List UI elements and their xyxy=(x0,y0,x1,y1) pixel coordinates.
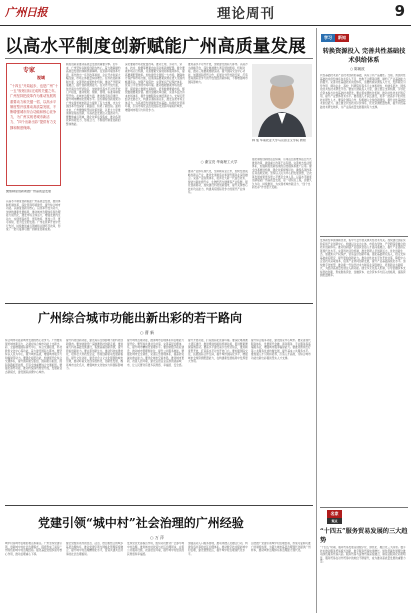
bottom-col-5: 总结推广党建引领城中村治理经验，形成可复制可推广的制度成果，为超大城市基层治理现代化提供广州样本，推动城市治理体系和治理能力现代化。 xyxy=(251,542,311,552)
middle-col-4: 提升开放功能，打造国际化营商环境。要深化粤港澳大湾区建设，推进规则衔接和机制对接，促进要素便捷高效流动。要高水平建设南沙自贸试验区，推进制度型开放，打造高水平对外开放门户。要加强国际交往，拓展国际合作空间，提升城市国际化水平，增强城市全球资源配置能力，在构建新发展格局中发挥更大作用。 xyxy=(188,339,248,363)
lead-col-3: 深化要素市场化配置改革，推动土地、劳动力、资本、技术、数据等要素自由流动和高效配置。健全要素市场运行机制，完善要素交易规则和服务体系，提高要素配置效率。加快建设全国统一大市场，破除地方保护和市场分割，促进商品要素资源在更大范围内畅通流动。加强产权保护，完善知识产权保护体系，营造公平竞争的市场环境。推动数据要素市场化配置，探索建立数据交易制度，培育数据要素市场，释放数据要素价值。推进金融改革创新，完善多层次资本市场体系，提升金融服务实体经济能力。支持民营经济发展壮大，构建亲清政商关系，激发各类市场主体活力，为高质量发展提供坚实基础。持续优化营商环境，打造市场化法治化国际化营商环境标杆城市，增强城市吸引力和竞争力。 xyxy=(125,63,185,112)
lead-author-line: ○ 谢宝亮 华南理工大学 xyxy=(200,160,238,164)
author-portrait-image xyxy=(252,64,312,137)
side-bottom-headline: “十四五”服务贸易发展的三大趋势 xyxy=(320,528,408,544)
masthead xyxy=(0,0,411,26)
middle-col-5: 提升综合服务功能，建设国家中心城市。要完善现代服务体系，发展现代金融、商务服务、专业服务等高端服务业，增强城市服务辐射能力。要推进教育医疗等公共服务优质均衡发展，提升基本公共服务水平。要加强人才引进和培养，打造人才高地，为综合城市功能出新出彩提供坚实人才支撑。 xyxy=(251,339,311,360)
side-top-body: 共性基础技术是产业技术创新的基础，具有公共产品属性。当前，我国共性基础技术供给体系存在投入不足、结构不合理等问题，制约了产业基础能力的提升。完善共性基础技术供给体系，需要转换资源投入方式，发挥政府引导作用，调动企业、高校、科研院所等多元主体积极性，构建多层次、网络化的共性技术研发平台。要加大财政投入力度，建立稳定支持机制，引导社会资本参与共性基础技术研发。要完善成果转化机制，推动共性技术扩散应用，提升产业整体技术水平。要加强人才队伍建设，培养一批高水平的共性技术研发人才。要深化国际合作，积极融入全球创新网络，提升共性基础技术供给能力。建立健全共性技术评价体系，优化资源配置结构，提升共性基础技术研发效率，为产业高质量发展提供有力支撑。 xyxy=(320,74,406,109)
bottom-col-3: 发挥党员先锋模范作用，组织动员群众广泛参与城中村治理。推进城中村改造与社区治理同步，完善公共服务设施，改善居住环境，提升城中村居民的获得感和幸福感。 xyxy=(127,542,185,556)
lead-headline: 以高水平制度创新赋能广州高质量发展 xyxy=(5,37,306,57)
side-divider xyxy=(316,28,317,613)
side-top-headline: 转换资源投入 完善共性基础技术供给体系 xyxy=(322,48,406,64)
expert-subtag: 视域 xyxy=(37,75,45,80)
expert-text: “十四五”开局起步，也是广州“十一五”规划目标完成的关键之年。广州坚持把改革作为推动发展的重要动力和关键一招，以高水平制度型开放推动高质量发展，不断增强城市综合功能和核心竞争力，为广州实现老城市新活力、“四个出新出彩”提供有力支撑和制度保障。 xyxy=(10,84,58,130)
middle-col-1: 综合城市功能是城市发展的核心竞争力。广州要实现老城市新活力，必须在综合城市功能上出新出彩，全面增强国际商贸中心、综合交通枢纽、科技教育文化中心等功能，着力建设国际大都市。要坚持以人民为中心，提升城市品质，增强城市吸引力和辐射带动力。要强化枢纽功能，构建现代化综合交通体系，提升国际航空枢纽、国际航运枢纽、国际铁路枢纽能级，打造全球重要综合交通枢纽。要强化商贸功能，推动传统商贸转型升级，发展新业态新模式，建设国际消费中心城市。 xyxy=(5,339,63,374)
lead-col-4: 推进高水平对外开放，加快建设国际大都市。以南沙为战略平台，深化粤港澳大湾区规则衔接、机制对接，推动三地要素便捷流动。提升国际交往中心功能，加强国际经贸合作，拓展对外开放新空间，打造更具国际竞争力的开放型经济新体制，不断增强城市国际影响力。 xyxy=(188,63,248,84)
bottom-byline: ○ 万 萍 xyxy=(150,535,165,540)
side-top-rule xyxy=(320,236,408,237)
author-photo xyxy=(252,64,312,137)
middle-byline: ○ 曹 新 xyxy=(140,330,155,335)
study-tag: 学习 xyxy=(321,34,335,42)
expert-view-tag2: 观点 xyxy=(327,518,342,524)
lead-col-2: 制度创新是推动高质量发展的重要引擎。近年来，广州坚持以制度创新为核心，着力破除制约高质量发展的体制机制障碍。在营商环境改革方面，率先推出一系列改革举措，企业开办时间大幅压缩，市场主体数量持续增长。在科技创新体制方面，完善科技成果转化机制，推动产学研深度融合，提升创新策源能力。在对外开放方面，依托南沙自贸试验区，加快建设高水平对外开放门户枢纽，推动规则、规制、管理、标准等制度型开放。在城市治理方面，推进数字政府建设，提升城市精细化管理水平。这些制度创新成果为广州实现老城市新活力提供了有力支撑，也为全国改革开放探索了新路径、积累了新经验。面向未来，广州要继续坚持改革创新，以更大力度推进制度集成创新，为高质量发展注入强劲动力。要聚焦重点领域，强化改革系统集成，推动各项改革协同发力、形成合力，不断提升制度创新的整体效能。 xyxy=(66,63,121,126)
newspaper-logo: 广州日报 xyxy=(5,6,47,19)
photo-caption: 林 成 华南农业大学马克思主义学院 教授 xyxy=(252,139,306,142)
expert-view-tag: 名家 xyxy=(327,510,342,518)
section-banner: 理论周刊 xyxy=(217,6,275,22)
side-bottom-body: “十四五”时期，服务贸易发展呈现数字化、绿色化、融合化三大趋势。数字技术推动服务贸易模式创新，数字服务贸易快速增长。绿色低碳发展理念推动绿色服务贸易兴起。服务贸易与货物贸易深度融合，制造业服务化趋势明显，服务贸易在对外贸易中的地位不断提升，成为推动高质量发展的重要力量。 xyxy=(320,546,406,563)
bottom-headline: 党建引领“城中村”社会治理的广州经验 xyxy=(38,516,244,530)
lead-col-1: 以高水平制度创新赋能广州高质量发展，推进体制机制改革，深化营商环境建设，提升综合城市功能。以制度创新为核心，以改革开放为动力，加快构建新发展格局，推动城市治理体系和治理能力现代化，激发市场主体活力，增强发展内生动力，实现更高质量、更有效率、更加公平、更可持续、更为安全的发展。广州在改革开放中先行先试，持续推进重点领域和关键环节改革，形成了一批可复制可推广的制度创新成果。 xyxy=(6,200,61,231)
side-top-byline: ○ 陈朝波 xyxy=(350,67,365,71)
lead-col-5: 强化制度创新的法治保障，运用法治思维和法治方式推进改革，做到重大改革于法有据。完善地方性法规体系，加强制度创新成果的总结提炼和推广应用。健全改革推进机制，强化改革督察评估，确保各项改革任务落地见效。坚持以人民为中心的发展思想，让改革发展成果更多更公平惠及全体人民。以高水平制度创新赋能广州高质量发展，是一项系统工程，需要久久为功、持续推进，为实现老城市新活力、“四个出新出彩”作出更大贡献。 xyxy=(252,158,312,189)
side-bottom-rule xyxy=(320,507,408,508)
bottom-col-2: 健全党组织领导的自治、法治、德治相结合的城乡基层治理体系，推动党建引领与网格化管理深度融合，提升城中村治理精细化水平，营造共建共治共享的社会治理格局。 xyxy=(66,542,124,556)
page-number: 9 xyxy=(394,2,405,20)
side-top-body-2: 发挥新型举国体制优势，集中力量开展关键共性技术攻关。加快建设国家实验室和产业创新中心，构建以企业为主体、市场为导向、产学研深度融合的技术创新体系。推动创新链产业链资金链人才链深度融合，提升产业链供应链现代化水平。完善科技评价机制，激发科研人员创新活力。优化创新生态，加强知识产权保护，营造良好创新环境。强化基础研究投入，稳定支持基础前沿研究，提升原始创新能力。推动共性技术平台开放共享，降低中小企业技术获取成本，促进产业协同创新发展，提升产业基础高级化水平。加快数字化转型，推动新一代信息技术与制造业深度融合，培育新业态新模式，为经济高质量发展注入新动能。健全多元化投入机制，引导金融资本支持科技创新，形成财政资金、金融资本、社会资本多方投入的格局，提高资源配置效率。 xyxy=(320,239,406,277)
middle-col-3: 提升城市治理功能，推进城市治理体系和治理能力现代化。要坚持共建共治共享，完善基层治理体系，提升城市精细化管理水平。要加快数字政府建设，推动城市管理智能化，提升公共服务效能。要强化城市安全韧性，完善应急管理体系，提高防灾减灾救灾能力。要优化城市空间布局，推进城市更新，改善人居环境，建设宜居宜业宜游的美丽城市，让人民群众有更多获得感、幸福感、安全感。 xyxy=(127,339,185,367)
expert-tag: 专家 xyxy=(22,67,35,74)
column-caption: 聚焦制度创新助推广州高质量发展 xyxy=(6,190,52,193)
middle-headline: 广州综合城市功能出新出彩的若干路向 xyxy=(38,311,243,325)
knowledge-tag: 新知 xyxy=(335,34,349,42)
middle-col-2: 提升科技创新功能，建设具有全球影响力的科技创新强市。要加快建设广深港澳科技创新走廊，推进重大科技基础设施建设，集聚高端创新资源，提升原始创新能力。要完善创新生态，推动科技成果转化，培育壮大科技型企业，形成创新驱动发展新格局。提升文化功能，建设社会主义文化强国的城市范例，推动岭南文化创造性转化、创新性发展，擦亮城市文化名片，增强城市文化软实力和国际影响力。 xyxy=(66,339,124,370)
bottom-col-4: 加强流动人口服务管理，推动来穗人员融合行动，构建包容共享的社区治理体系。推动数字技术赋能城中村治理，建设智慧社区，提升城中村治理现代化水平。 xyxy=(188,542,248,556)
bottom-top-rule xyxy=(5,505,313,506)
middle-top-rule xyxy=(5,303,313,304)
lead-col-4b: 推动产业体系现代化，坚持制造业立市，加快发展战略性新兴产业，推进先进制造业和现代服务业深度融合。完善产业政策体系，培育壮大新一代信息技术、智能与新能源汽车、生物医药与健康等产业集群。强化创新驱动，加快建设科技创新强市，提升关键核心技术攻关能力，构建具有国际竞争力的现代产业体系。 xyxy=(188,170,248,194)
bottom-col-1: 城中村是城市治理的难点和重点。广州坚持党建引领，创新城中村社会治理模式，探索形成了具有广州特色的城中村治理经验。强化基层党组织领导核心作用，推动治理重心下移。 xyxy=(5,542,63,556)
lead-rule xyxy=(5,58,313,59)
